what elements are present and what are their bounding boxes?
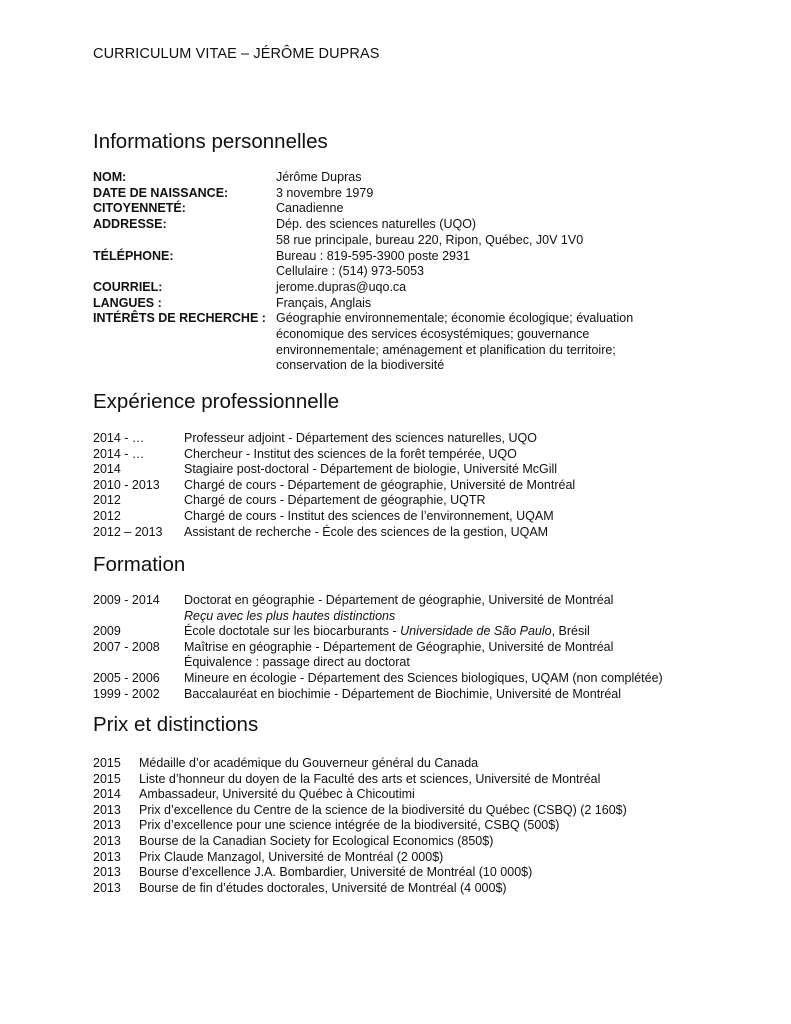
info-row-citizenship (93, 201, 666, 217)
item-text: Bourse d’excellence J.A. Bombardier, Université de Montréal (10 000$) (139, 865, 533, 880)
list-item (93, 640, 663, 656)
awards-list (93, 756, 627, 896)
item-text: Bourse de la Canadian Society for Ecological Economics (850$) (139, 833, 494, 848)
item-text: Liste d’honneur du doyen de la Faculté des arts et sciences, Université de Montréal (139, 771, 601, 786)
item-text-institution: Universidade de São Paulo (400, 624, 552, 639)
info-label: INTÉRÊTS DE RECHERCHE : (93, 311, 266, 326)
item-date: 2005 - 2006 (93, 670, 160, 685)
list-item (93, 431, 575, 447)
list-item (93, 687, 663, 703)
list-item (93, 462, 575, 478)
info-label: ADDRESSE: (93, 217, 167, 232)
item-text: Baccalauréat en biochimie - Département de Biochimie, Université de Montréal (184, 686, 622, 701)
item-date: 2013 (93, 833, 121, 848)
formation-list (93, 593, 663, 702)
info-value: Canadienne (276, 201, 344, 216)
info-value: Dép. des sciences naturelles (UQO) (276, 217, 477, 232)
item-text: Ambassadeur, Université du Québec à Chicoutimi (139, 787, 415, 802)
item-text: Prix d’excellence pour une science intégrée de la biodiversité, CSBQ (500$) (139, 818, 560, 833)
info-value: Bureau : 819-595-3900 poste 2931 (276, 248, 470, 263)
item-date: 2013 (93, 849, 121, 864)
item-text: Mineure en écologie - Département des Sciences biologiques, UQAM (non complétée) (184, 670, 663, 685)
list-item (93, 671, 663, 687)
item-text: Prix Claude Manzagol, Université de Montréal (2 000$) (139, 849, 444, 864)
list-item (93, 493, 575, 509)
info-label: NOM: (93, 170, 127, 184)
list-item (93, 609, 663, 625)
item-text-post: , Brésil (551, 624, 590, 639)
info-row-research (93, 311, 666, 374)
list-item (93, 593, 663, 609)
info-row-email (93, 280, 666, 296)
item-text: Professeur adjoint - Département des sciences naturelles, UQO (184, 431, 537, 445)
list-item (93, 447, 575, 463)
info-value: Jérôme Dupras (276, 170, 362, 184)
section-title-personal: Informations personnelles (93, 130, 328, 153)
item-date (93, 609, 184, 625)
item-text: Chargé de cours - Département de géographie, Université de Montréal (184, 477, 576, 492)
info-value: Cellulaire : (514) 973-5053 (276, 264, 425, 279)
personal-info (93, 170, 666, 374)
item-text: Équivalence : passage direct au doctorat (184, 655, 410, 670)
item-date (93, 655, 184, 671)
item-date: 2009 - 2014 (93, 593, 160, 607)
email-value: jerome.dupras@uqo.ca (276, 279, 407, 294)
document-header: CURRICULUM VITAE – JÉRÔME DUPRAS (93, 46, 380, 62)
info-row-address (93, 217, 666, 248)
item-text: Médaille d’or académique du Gouverneur général du Canada (139, 756, 479, 770)
item-date: 2013 (93, 880, 121, 895)
item-date: 2012 (93, 508, 121, 523)
info-value: environnementale; aménagement et planification du territoire; (276, 342, 616, 357)
list-item (93, 881, 627, 897)
item-date: 2012 – 2013 (93, 524, 163, 539)
list-item (93, 772, 627, 788)
item-date: 2015 (93, 771, 121, 786)
list-item (93, 624, 663, 640)
list-item (93, 850, 627, 866)
item-date: 2014 - … (93, 446, 145, 461)
experience-list (93, 431, 575, 540)
item-text (184, 624, 590, 640)
item-text-pre: École doctotale sur les biocarburants - (184, 624, 401, 639)
item-text: Maîtrise en géographie - Département de Géographie, Université de Montréal (184, 639, 614, 654)
item-date: 2010 - 2013 (93, 477, 160, 492)
item-text: Assistant de recherche - École des sciences de la gestion, UQAM (184, 524, 549, 539)
item-date: 2014 (93, 787, 121, 802)
item-text: Chargé de cours - Institut des sciences de l’environnement, UQAM (184, 508, 554, 523)
list-item (93, 756, 627, 772)
list-item (93, 655, 663, 671)
item-text: Chargé de cours - Département de géographie, UQTR (184, 493, 486, 508)
info-value: économique des services écosystémiques; gouvernance (276, 327, 590, 342)
info-row-name (93, 170, 666, 186)
item-date: 2013 (93, 818, 121, 833)
item-date: 1999 - 2002 (93, 686, 160, 701)
info-value: conservation de la biodiversité (276, 358, 445, 373)
info-row-languages (93, 296, 666, 312)
list-item (93, 865, 627, 881)
info-value: 58 rue principale, bureau 220, Ripon, Québec, J0V 1V0 (276, 232, 584, 247)
list-item (93, 787, 627, 803)
info-value: 3 novembre 1979 (276, 185, 374, 200)
item-date: 2013 (93, 802, 121, 817)
info-value: Géographie environnementale; économie écologique; évaluation (276, 311, 634, 326)
item-note: Reçu avec les plus hautes distinctions (184, 608, 396, 623)
info-label: COURRIEL: (93, 279, 163, 294)
info-row-phone (93, 249, 666, 280)
item-date: 2012 (93, 493, 121, 508)
info-label: TÉLÉPHONE: (93, 248, 174, 263)
item-text: Prix d’excellence du Centre de la science de la biodiversité du Québec (CSBQ) (2 160$) (139, 802, 627, 817)
section-title-experience: Expérience professionnelle (93, 390, 340, 413)
list-item (93, 478, 575, 494)
info-label: LANGUES : (93, 295, 162, 310)
section-title-awards: Prix et distinctions (93, 713, 259, 736)
item-date: 2014 - … (93, 431, 145, 445)
info-row-birthdate (93, 186, 666, 202)
info-label: DATE DE NAISSANCE: (93, 185, 229, 200)
list-item (93, 834, 627, 850)
item-date: 2014 (93, 462, 121, 477)
list-item (93, 509, 575, 525)
item-date: 2013 (93, 865, 121, 880)
item-text: Chercheur - Institut des sciences de la forêt tempérée, UQO (184, 446, 517, 461)
section-title-formation: Formation (93, 553, 186, 576)
item-date: 2007 - 2008 (93, 639, 160, 654)
item-text: Doctorat en géographie - Département de géographie, Université de Montréal (184, 593, 614, 607)
item-text: Bourse de fin d’études doctorales, Université de Montréal (4 000$) (139, 880, 507, 895)
list-item (93, 803, 627, 819)
item-text: Stagiaire post-doctoral - Département de biologie, Université McGill (184, 462, 558, 477)
item-date: 2009 (93, 624, 121, 639)
info-label: CITOYENNETÉ: (93, 201, 186, 216)
info-value: Français, Anglais (276, 295, 372, 310)
item-date: 2015 (93, 756, 121, 770)
list-item (93, 818, 627, 834)
list-item (93, 525, 575, 541)
